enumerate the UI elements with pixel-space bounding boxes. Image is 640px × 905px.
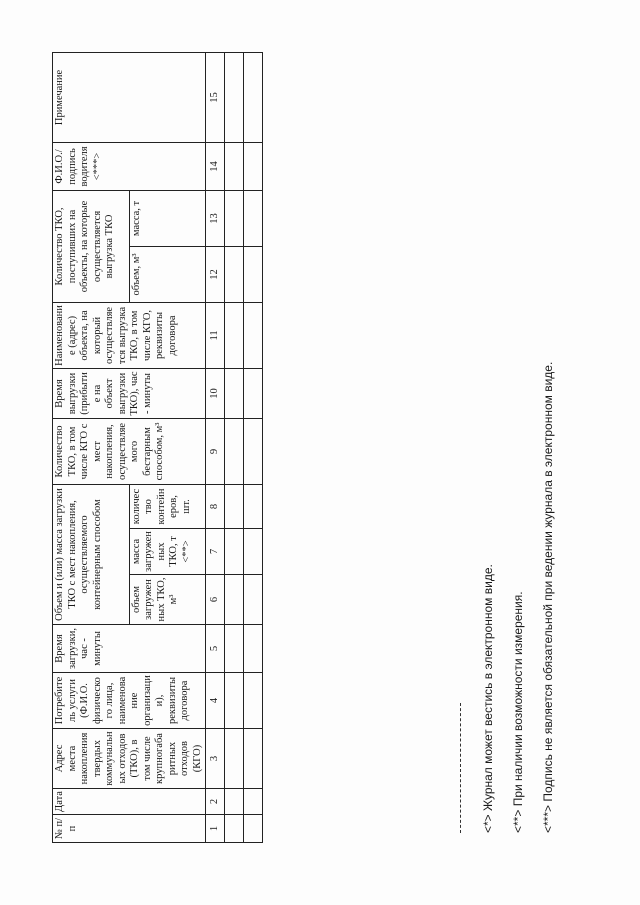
table-cell bbox=[244, 142, 263, 190]
table-cell bbox=[244, 246, 263, 302]
column-number-row bbox=[206, 52, 225, 842]
table-cell bbox=[244, 484, 263, 528]
col-header-consumer: Потребитель услуги (Ф.И.О. физического лица, наименование организации), реквизиты договора bbox=[53, 672, 206, 728]
col-header-notes: Примечание bbox=[53, 52, 206, 142]
column-number: 12 bbox=[206, 246, 225, 302]
col-header-bulk-quantity: Количество ТКО, в том числе КГО с мест накопления, осуществляемого бестарным способом, м³ bbox=[53, 418, 206, 484]
group-header-received-quantity: Количество ТКО, поступивших на объекты, на которые осуществляется выгрузка ТКО bbox=[53, 190, 130, 302]
table-cell bbox=[225, 728, 244, 788]
table-cell bbox=[225, 52, 244, 142]
table-cell bbox=[225, 484, 244, 528]
col-header-number: № п/п bbox=[53, 814, 206, 842]
column-number: 13 bbox=[206, 190, 225, 246]
table-cell bbox=[244, 528, 263, 574]
table-cell bbox=[244, 368, 263, 418]
table-cell bbox=[225, 528, 244, 574]
table-cell bbox=[244, 302, 263, 368]
table-cell bbox=[225, 788, 244, 814]
table-cell bbox=[244, 672, 263, 728]
header-row-1 bbox=[53, 52, 130, 842]
column-number: 2 bbox=[206, 788, 225, 814]
column-number: 1 bbox=[206, 814, 225, 842]
footnotes bbox=[460, 73, 563, 833]
table-cell bbox=[225, 672, 244, 728]
footnote-signature: <***> Подпись не является обязательной при ведении журнала в электронном виде. bbox=[541, 361, 555, 833]
col-header-address: Адрес места накопления твердых коммунальных отходов (ТКО), в том числе крупногабаритных отходов (КГО) bbox=[53, 728, 206, 788]
col-header-loaded-mass: масса загруженных ТКО, т <**> bbox=[129, 528, 206, 574]
col-header-received-volume: объем, м³ bbox=[129, 246, 206, 302]
col-header-unload-object: Наименование (адрес) объекта, на который осуществляется выгрузка ТКО, в том числе КГО, реквизиты договора bbox=[53, 302, 206, 368]
table-cell bbox=[244, 788, 263, 814]
table-cell bbox=[225, 814, 244, 842]
col-header-load-time: Время загрузки, час - минуты bbox=[53, 624, 206, 672]
table-row bbox=[244, 52, 263, 842]
rotated-content bbox=[40, 43, 600, 863]
table-cell bbox=[225, 246, 244, 302]
table-cell bbox=[244, 574, 263, 624]
footnote-electronic-journal: <*> Журнал может вестись в электронном виде. bbox=[481, 563, 495, 833]
column-number: 7 bbox=[206, 528, 225, 574]
waste-transport-journal-table bbox=[52, 51, 263, 842]
column-number: 15 bbox=[206, 52, 225, 142]
col-header-date: Дата bbox=[53, 788, 206, 814]
col-header-loaded-volume: объем загруженных ТКО, м³ bbox=[129, 574, 206, 624]
table-cell bbox=[225, 190, 244, 246]
table-cell bbox=[225, 142, 244, 190]
footnote-divider bbox=[460, 703, 461, 833]
col-header-received-mass: масса, т bbox=[129, 190, 206, 246]
table-cell bbox=[244, 624, 263, 672]
col-header-container-count: количество контейнеров, шт. bbox=[129, 484, 206, 528]
column-number: 3 bbox=[206, 728, 225, 788]
column-number: 4 bbox=[206, 672, 225, 728]
column-number: 6 bbox=[206, 574, 225, 624]
column-number: 8 bbox=[206, 484, 225, 528]
column-number: 9 bbox=[206, 418, 225, 484]
table-row bbox=[225, 52, 244, 842]
column-number: 11 bbox=[206, 302, 225, 368]
column-number: 14 bbox=[206, 142, 225, 190]
col-header-unload-time: Время выгрузки (прибытие на объект выгрузки ТКО), час - минуты bbox=[53, 368, 206, 418]
column-number: 5 bbox=[206, 624, 225, 672]
footnote-measurement: <**> При наличии возможности измерения. bbox=[511, 590, 525, 833]
table-cell bbox=[244, 190, 263, 246]
col-header-driver-signature: Ф.И.О./подпись водителя <***> bbox=[53, 142, 206, 190]
column-number: 10 bbox=[206, 368, 225, 418]
table-cell bbox=[225, 302, 244, 368]
table-cell bbox=[225, 624, 244, 672]
table-cell bbox=[225, 368, 244, 418]
table-cell bbox=[244, 52, 263, 142]
table-cell bbox=[244, 814, 263, 842]
group-header-container-load: Объем и (или) масса загрузки ТКО с мест накопления, осуществляемого контейнерным способом bbox=[53, 484, 130, 624]
table-cell bbox=[225, 418, 244, 484]
table-cell bbox=[244, 418, 263, 484]
table-cell bbox=[225, 574, 244, 624]
table-cell bbox=[244, 728, 263, 788]
